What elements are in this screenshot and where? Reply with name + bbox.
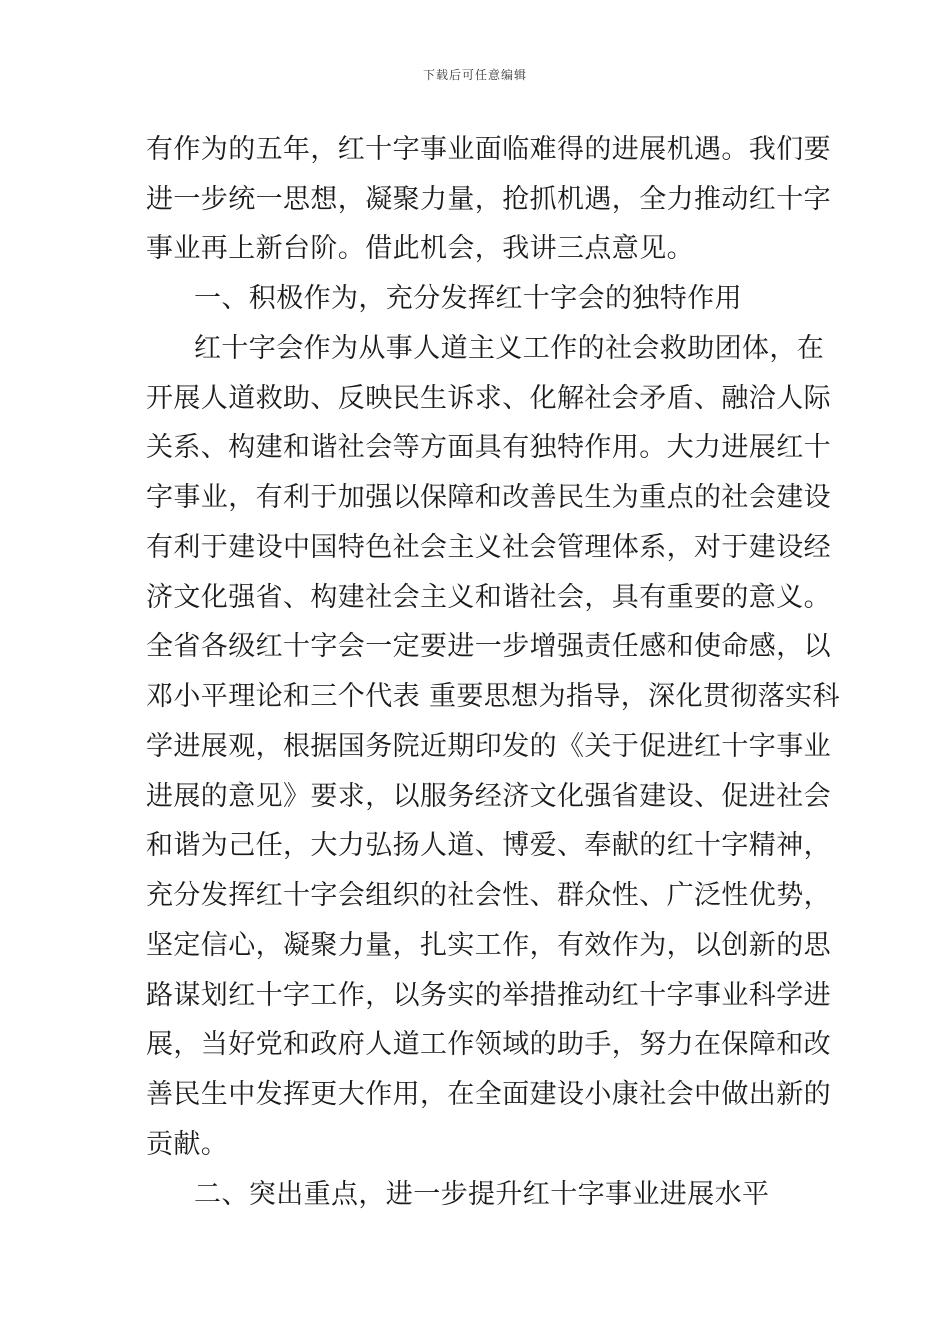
body-line: 全省各级红十字会一定要进一步增强责任感和使命感，以 xyxy=(146,631,831,662)
section-heading-2: 二、突出重点，进一步提升红十字事业进展水平 xyxy=(194,1179,770,1210)
body-line: 充分发挥红十字会组织的社会性、群众性、广泛性优势， xyxy=(146,880,831,911)
body-line: 善民生中发挥更大作用，在全面建设小康社会中做出新的 xyxy=(146,1079,831,1110)
body-line: 展，当好党和政府人道工作领域的助手，努力在保障和改 xyxy=(146,1029,831,1060)
body-line: 进展的意见》要求，以服务经济文化强省建设、促进社会 xyxy=(146,781,831,812)
body-line: 关系、构建和谐社会等方面具有独特作用。大力进展红十 xyxy=(146,432,831,463)
body-line: 有作为的五年，红十字事业面临难得的进展机遇。我们要 xyxy=(146,134,831,165)
section-heading-1: 一、积极作为，充分发挥红十字会的独特作用 xyxy=(194,283,742,314)
body-line: 路谋划红十字工作，以务实的举措推动红十字事业科学进 xyxy=(146,980,831,1011)
body-line: 济文化强省、构建社会主义和谐社会，具有重要的意义。 xyxy=(146,582,831,613)
body-line: 和谐为己任，大力弘扬人道、博爱、奉献的红十字精神， xyxy=(146,830,831,861)
body-line: 邓小平理论和三个代表 重要思想为指导，深化贯彻落实科 xyxy=(146,681,840,712)
body-line: 坚定信心，凝聚力量，扎实工作，有效作为，以创新的思 xyxy=(146,930,831,961)
body-line: 进一步统一思想，凝聚力量，抢抓机遇，全力推动红十字 xyxy=(146,184,831,215)
body-line: 红十字会作为从事人道主义工作的社会救助团体，在 xyxy=(194,333,825,364)
header-note: 下载后可任意编辑 xyxy=(422,68,527,82)
body-line: 事业再上新台阶。借此机会，我讲三点意见。 xyxy=(146,233,694,264)
body-line: 字事业，有利于加强以保障和改善民生为重点的社会建设 xyxy=(146,482,831,513)
body-line: 有利于建设中国特色社会主义社会管理体系，对于建设经 xyxy=(146,532,831,563)
body-line: 学进展观，根据国务院近期印发的《关于促进红十字事业 xyxy=(146,731,831,762)
body-line: 开展人道救助、反映民生诉求、化解社会矛盾、融洽人际 xyxy=(146,383,831,414)
body-line: 贡献。 xyxy=(146,1129,229,1160)
